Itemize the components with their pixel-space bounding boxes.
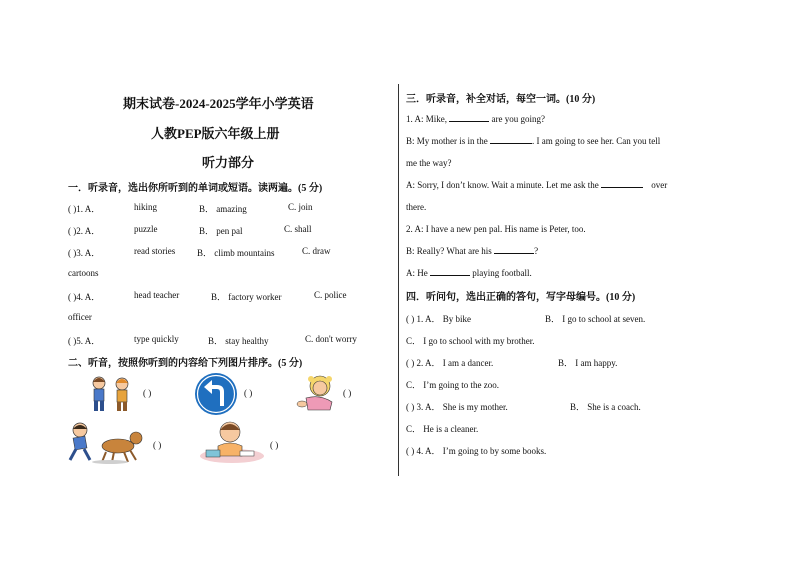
answer-blank-1[interactable]: ( ): [143, 388, 152, 398]
dialog-line-2: B: My mother is in the . I am going to see her. Can you tell: [406, 136, 661, 146]
page-subtitle: 人教PEP版六年级上册: [151, 126, 280, 141]
fill-blank-4[interactable]: [494, 253, 534, 254]
section-title: 听力部分: [202, 155, 255, 170]
fill-blank-5[interactable]: [430, 275, 470, 276]
page-title: 期末试卷-2024-2025学年小学英语: [123, 96, 314, 111]
answer-blank-4[interactable]: ( ): [153, 440, 162, 450]
column-divider: [398, 84, 399, 476]
fill-blank-3[interactable]: [601, 187, 643, 188]
dialog-line-3: me the way?: [406, 158, 452, 168]
dialog-line-7: B: Really? What are his ?: [406, 246, 539, 256]
dialog-line-6: 2. A: I have a new pen pal. His name is Peter, too.: [406, 224, 586, 234]
dialog-line-1: 1. A: Mike, are you going?: [406, 114, 545, 124]
kids-image: [86, 374, 136, 414]
girl-image: [294, 372, 338, 414]
dialog-line-8: A: He playing football.: [406, 268, 532, 278]
boy-reading-image: [196, 418, 266, 464]
answer-blank-3[interactable]: ( ): [343, 388, 352, 398]
answer-blank-2[interactable]: ( ): [244, 388, 253, 398]
section2-heading: 二、听音，按照你听到的内容给下列图片排序。(5 分): [68, 358, 303, 369]
boy-and-dog-image: [66, 420, 146, 466]
fill-blank-2[interactable]: [490, 143, 532, 144]
section4-heading: 四．听问句，选出正确的答句，写字母编号。(10 分): [406, 292, 636, 303]
fill-blank-1[interactable]: [449, 121, 489, 122]
dialog-line-4: A: Sorry, I don’t know. Wait a minute. Let me ask the over: [406, 180, 668, 190]
section3-heading: 三．听录音，补全对话，每空一词。(10 分): [406, 94, 596, 105]
dialog-line-5: there.: [406, 202, 427, 212]
answer-blank-5[interactable]: ( ): [270, 440, 279, 450]
turn-left-sign-icon: [194, 372, 238, 416]
section1-heading: 一．听录音，选出你所听到的单词或短语。读两遍。(5 分): [68, 183, 323, 194]
